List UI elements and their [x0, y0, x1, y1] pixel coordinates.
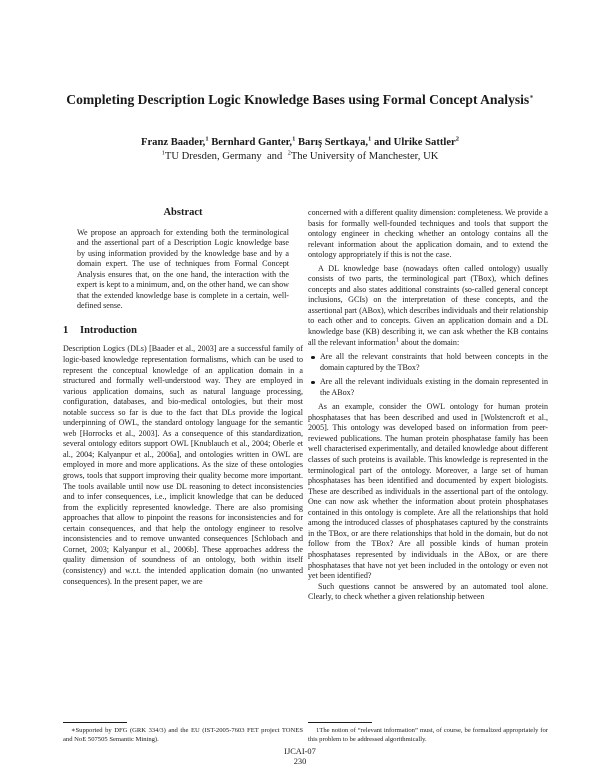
- author-affiliation-mark: 1: [292, 135, 296, 143]
- affiliation-mark: 2: [287, 149, 291, 157]
- section-heading: [63, 326, 303, 337]
- body-paragraph: concerned with a different quality dimension: completeness. We provide a basis for formally well-founded techniques and tools that support the ontology engineer in checking whether an ontology contains all the relevant information about the application domain, and to extend the ontology appropriately if this is not the case.: [308, 208, 548, 260]
- author-affiliation-mark: 1: [205, 135, 209, 143]
- bullet-item: Are all the relevant individuals existing in the domain represented in the ABox?: [320, 377, 548, 397]
- page-number: 230: [293, 757, 307, 766]
- body-paragraph: Such questions cannot be answered by an automated tool alone. Clearly, to check whether a given relationship between: [308, 581, 548, 602]
- affiliation: The University of Manchester, UK: [290, 151, 439, 162]
- section-title: Introduction: [80, 324, 137, 336]
- paper-title: Completing Description Logic Knowledge Bases using Formal Concept Analysis∗: [66, 92, 534, 107]
- affiliation-connector: and: [266, 151, 283, 162]
- affiliations: [0, 150, 600, 164]
- footnote-text: ∗Supported by DFG (GRK 334/3) and the EU (IST-2005-7603 FET project TONES and NoE 507505 Semantic Mining).: [63, 727, 303, 743]
- bullet-list: [308, 352, 548, 398]
- author: and Ulrike Sattler: [373, 137, 456, 148]
- footnote-right: [308, 722, 548, 744]
- introduction-paragraph: Description Logics (DLs) [Baader et al., 2003] are a successful family of logic-based knowledge representation formalisms, which can be used to represent the conceptual knowledge of an application domain in a structured and formally well-understood way. They are employed in various application domains, such as natural language processing, configuration, databases, and bio-medical ontologies, but their most notable success so far is due to the fact that DLs provide the logical underpinning of OWL, the standard ontology language for the semantic web [Horrocks et al., 2003]. As a consequence of this standardization, several ontology editors support OWL [Knublauch et al., 2004; Oberle et al., 2004; Kalyanpur et al., 2006a], and ontologies written in OWL are employed in more and more applications. As the size of these ontologies grows, tools that support improving their quality become more important. The tools available until now use DL reasoning to detect inconsistencies and to infer consequences, i.e., implicit knowledge that can be deduced from the explicitly represented knowledge. There are also promising approaches that allow to pinpoint the reasons for inconsistencies and for certain consequences, and that help the ontology engineer to resolve inconsistencies and to remove unwanted consequences [Schlobach and Cornet, 2003; Kalyanpur et al., 2006b]. These approaches address the quality dimension of soundness of an ontology, both within itself (consistency) and w.r.t. the intended application domain (no unwanted consequences). In the present paper, we are: [63, 344, 303, 586]
- author-affiliation-mark: 2: [455, 135, 459, 143]
- abstract-body: We propose an approach for extending both the terminological and the assertional part of a Description Logic knowledge base by using information provided by the knowledge base and by a domain expert. The use of techniques from Formal Concept Analysis ensures that, on the one hand, the interaction with the expert is kept to a minimum, and, on the other hand, we can show that the extended knowledge base is complete in a certain, well-defined sense.: [77, 227, 289, 311]
- title-footnote-mark: ∗: [529, 93, 534, 101]
- right-column: [308, 208, 548, 603]
- affiliation-mark: 1: [161, 149, 165, 157]
- abstract-heading: Abstract: [163, 207, 203, 218]
- footnote-left: [63, 722, 303, 744]
- bullet-item: Are all the relevant constraints that hold between concepts in the domain captured by the TBox?: [320, 352, 548, 372]
- author-list: [0, 136, 600, 150]
- author: Bernhard Ganter,: [211, 137, 293, 148]
- author: Franz Baader,: [140, 137, 206, 148]
- section-number: 1: [63, 324, 69, 336]
- left-column: [63, 208, 303, 587]
- venue-footer: IJCAI-07: [284, 747, 316, 756]
- author: Barış Sertkaya,: [297, 137, 369, 148]
- footnote-rule: [63, 722, 127, 723]
- affiliation: TU Dresden, Germany: [164, 151, 262, 162]
- footnote-mark: 1: [395, 335, 400, 343]
- body-paragraph: A DL knowledge base (nowadays often called ontology) usually consists of two parts, the terminological part (TBox), which defines concepts and also states additional constraints (so-called general concept inclusions, GCIs) on the interpretation of these concepts, and the assertional part (ABox), which describes individuals and their relationship to each other and to concepts. Given an application domain and a DL knowledge base (KB) describing it, we can ask whether the KB contains all the relevant information$^1$ about the domain:: [308, 263, 548, 347]
- author-affiliation-mark: 1: [368, 135, 372, 143]
- body-paragraph: As an example, consider the OWL ontology for human protein phosphatases that has been described and used in [Wolstencroft et al., 2005]. This ontology was developed based on information from peer-reviewed publications. The human protein phosphatase family has been well characterised experimentally, and detailed knowledge about different classes of such proteins is available. This knowledge is represented in the terminological part of the ontology. Moreover, a large set of human phosphatases has been identified and documented by expert biologists. These are described as individuals in the assertional part of the ontology. One can now ask whether the information about protein phosphatases contained in this ontology is complete. Are all the relationships that hold among the introduced classes of phosphatases captured by the constraints in the TBox, or are there relationships that hold in the domain, but do not follow from the TBox? Are all possible kinds of human protein phosphatases represented by individuals in the ABox, or are there phosphatases that have not yet been included in the ontology or even not yet been identified?: [308, 402, 548, 581]
- footnote-rule: [308, 722, 372, 723]
- footnote-text: 1The notion of “relevant information” must, of course, be formalized appropriately for this problem to be addressed algorithmically.: [308, 727, 548, 743]
